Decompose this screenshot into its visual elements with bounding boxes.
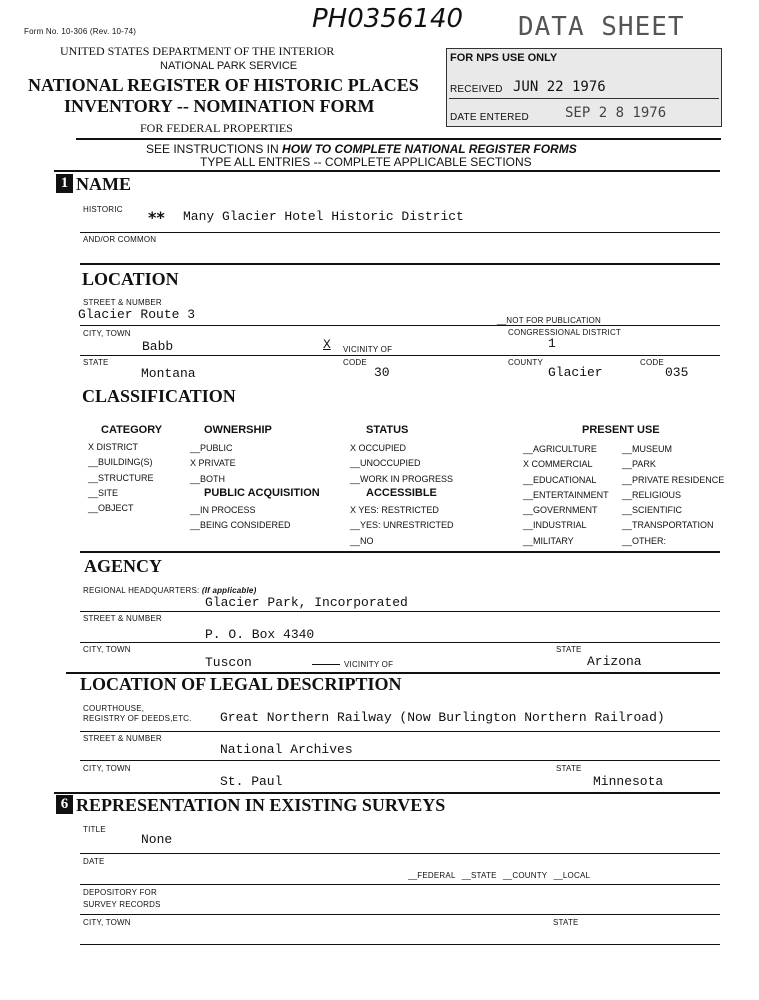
historic-marks: ** (148, 208, 165, 227)
form-subtitle: FOR FEDERAL PROPERTIES (140, 121, 293, 135)
present-use-header: PRESENT USE (582, 424, 660, 436)
category-buildings[interactable]: __BUILDING(S) (88, 457, 153, 468)
category-site[interactable]: __SITE (88, 487, 119, 498)
instructions-prefix: SEE INSTRUCTIONS IN (146, 142, 279, 156)
agency-street-line (80, 642, 720, 643)
location-rule (80, 263, 720, 265)
use-government[interactable]: __GOVERNMENT (523, 505, 598, 516)
legal-city-value: St. Paul (220, 774, 283, 789)
location-vicinity-label: VICINITY OF (343, 345, 393, 354)
legal-street-label: STREET & NUMBER (83, 734, 162, 743)
received-label: RECEIVED (450, 84, 503, 95)
nps-box-title: FOR NPS USE ONLY (450, 52, 558, 64)
agency-vicinity-blank (312, 664, 340, 665)
survey-title-label: TITLE (83, 825, 106, 834)
header-rule (76, 138, 721, 140)
agency-street-value: P. O. Box 4340 (205, 627, 315, 642)
depository-line (80, 914, 720, 915)
survey-state-label: STATE (553, 918, 579, 927)
bottom-line (80, 944, 720, 945)
use-educational[interactable]: __EDUCATIONAL (523, 474, 597, 485)
section-name-title: NAME (76, 174, 131, 194)
public-acquisition-options (190, 503, 291, 534)
agency-city-label: CITY, TOWN (83, 645, 131, 654)
section-location-heading: LOCATION (82, 269, 179, 289)
agency-hq-label (83, 586, 256, 595)
section-agency-heading: AGENCY (84, 556, 163, 576)
form-number: Form No. 10-306 (Rev. 10-74) (24, 27, 137, 36)
nps-box-divider (449, 98, 719, 99)
location-state-label: STATE (83, 358, 109, 367)
location-city-line (80, 355, 720, 356)
agency-street-label: STREET & NUMBER (83, 614, 162, 623)
form-title-1: NATIONAL REGISTER OF HISTORIC PLACES (28, 75, 419, 95)
category-header: CATEGORY (101, 424, 163, 436)
state-code-label: CODE (343, 358, 367, 367)
historic-name-value: Many Glacier Hotel Historic District (183, 209, 464, 224)
use-scientific[interactable]: __SCIENTIFIC (622, 505, 683, 516)
date-entered-stamp: SEP 2 8 1976 (565, 105, 667, 121)
agency-city-value: Tuscon (205, 655, 252, 670)
category-options (88, 440, 154, 516)
district-value: 1 (548, 336, 556, 351)
courthouse-label-1: COURTHOUSE, (83, 704, 145, 713)
ownership-header: OWNERSHIP (204, 424, 272, 436)
ownership-both[interactable]: __BOTH (190, 473, 226, 484)
county-code-label: CODE (640, 358, 664, 367)
use-industrial[interactable]: __INDUSTRIAL (523, 520, 587, 531)
accessible-yes-unrestricted[interactable]: __YES: UNRESTRICTED (350, 520, 454, 531)
use-transportation[interactable]: __TRANSPORTATION (622, 520, 714, 531)
agency-state-value: Arizona (587, 654, 642, 669)
location-street-label: STREET & NUMBER (83, 298, 162, 307)
use-private-residence[interactable]: __PRIVATE RESIDENCE (622, 474, 725, 485)
use-religious[interactable]: __RELIGIOUS (622, 489, 682, 500)
use-museum[interactable]: __MUSEUM (622, 444, 673, 454)
legal-state-value: Minnesota (593, 774, 664, 789)
legal-street-line (80, 760, 720, 761)
depository-label-2: SURVEY RECORDS (83, 900, 161, 909)
form-title-2: INVENTORY -- NOMINATION FORM (64, 96, 375, 116)
state-code-value: 30 (374, 365, 390, 380)
location-street-line (80, 325, 720, 326)
instructions-line1 (146, 142, 577, 156)
category-structure[interactable]: __STRUCTURE (88, 472, 154, 483)
data-sheet-stamp: DATA SHEET (518, 12, 685, 42)
use-commercial[interactable]: X COMMERCIAL (523, 459, 593, 470)
section-number-1: 1 (56, 174, 73, 193)
survey-date-line (80, 884, 720, 885)
use-military[interactable]: __MILITARY (523, 535, 574, 546)
agency-hq-line (80, 611, 720, 612)
accessible-header: ACCESSIBLE (366, 487, 437, 499)
ownership-options (190, 441, 236, 487)
ownership-private[interactable]: X PRIVATE (190, 458, 236, 469)
legal-street-value: National Archives (220, 742, 353, 757)
location-state-value: Montana (141, 366, 196, 381)
public-acquisition-header: PUBLIC ACQUISITION (204, 487, 320, 499)
category-district[interactable]: X DISTRICT (88, 442, 139, 452)
legal-state-label: STATE (556, 764, 582, 773)
location-city-value: Babb (142, 339, 174, 354)
legal-city-label: CITY, TOWN (83, 764, 131, 773)
common-name-label: AND/OR COMMON (83, 235, 157, 244)
survey-date-label: DATE (83, 857, 105, 866)
agency-rule (80, 551, 720, 553)
status-unoccupied[interactable]: __UNOCCUPIED (350, 458, 421, 469)
received-stamp: JUN 22 1976 (513, 79, 606, 95)
service: NATIONAL PARK SERVICE (160, 60, 298, 72)
survey-city-label: CITY, TOWN (83, 918, 131, 927)
department: UNITED STATES DEPARTMENT OF THE INTERIOR (60, 44, 335, 58)
historic-label: HISTORIC (83, 205, 123, 214)
section-surveys-heading (56, 795, 445, 816)
county-label: COUNTY (508, 358, 543, 367)
courthouse-label-2: REGISTRY OF DEEDS,ETC. (83, 714, 192, 723)
category-object[interactable]: __OBJECT (88, 503, 134, 514)
instructions-line2: TYPE ALL ENTRIES -- COMPLETE APPLICABLE SECTIONS (200, 155, 532, 169)
use-other[interactable]: __OTHER: (622, 535, 667, 546)
depository-label-1: DEPOSITORY FOR (83, 888, 157, 897)
section-surveys-title: REPRESENTATION IN EXISTING SURVEYS (76, 795, 446, 815)
instructions-title: HOW TO COMPLETE NATIONAL REGISTER FORMS (282, 142, 577, 156)
agency-hq-label-text: REGIONAL HEADQUARTERS: (83, 586, 200, 595)
acquisition-being-considered[interactable]: __BEING CONSIDERED (190, 520, 291, 531)
use-park[interactable]: __PARK (622, 459, 656, 470)
accessible-options (350, 503, 454, 549)
historic-line (80, 232, 720, 233)
district-label: CONGRESSIONAL DISTRICT (508, 328, 622, 337)
status-occupied[interactable]: X OCCUPIED (350, 443, 407, 453)
survey-title-line (80, 853, 720, 854)
location-city-label: CITY, TOWN (83, 329, 131, 338)
present-use-left (523, 442, 609, 549)
courthouse-line (80, 731, 720, 732)
courthouse-value: Great Northern Railway (Now Burlington Northern Railroad) (220, 710, 665, 725)
survey-levels: __FEDERAL __STATE __COUNTY __LOCAL (408, 871, 591, 880)
county-code-value: 035 (665, 365, 689, 380)
date-entered-label: DATE ENTERED (450, 112, 529, 123)
acquisition-in-process[interactable]: __IN PROCESS (190, 505, 256, 515)
nps-use-only-box (446, 48, 722, 127)
not-for-publication: __NOT FOR PUBLICATION (497, 316, 601, 325)
location-street-value: Glacier Route 3 (78, 307, 196, 322)
present-use-right (622, 442, 724, 549)
agency-state-label: STATE (556, 645, 582, 654)
section-legal-heading: LOCATION OF LEGAL DESCRIPTION (80, 674, 402, 694)
surveys-rule (54, 792, 720, 794)
status-options (350, 441, 453, 487)
section-classification-heading: CLASSIFICATION (82, 386, 236, 406)
status-header: STATUS (366, 424, 409, 436)
use-entertainment[interactable]: __ENTERTAINMENT (523, 489, 609, 500)
survey-title-value: None (141, 832, 173, 847)
agency-hq-value: Glacier Park, Incorporated (205, 595, 408, 610)
use-agriculture[interactable]: __AGRICULTURE (523, 444, 597, 454)
handwritten-id: PH0356140 (312, 4, 464, 34)
vicinity-mark: X (323, 337, 331, 352)
section-number-6: 6 (56, 795, 73, 814)
ownership-public[interactable]: __PUBLIC (190, 443, 233, 453)
county-value: Glacier (548, 365, 603, 380)
accessible-no[interactable]: __NO (350, 535, 374, 546)
name-rule (54, 170, 720, 172)
section-name-heading (56, 174, 131, 195)
status-work-in-progress[interactable]: __WORK IN PROGRESS (350, 473, 454, 484)
agency-vicinity-label: VICINITY OF (344, 660, 394, 669)
accessible-yes-restricted[interactable]: X YES: RESTRICTED (350, 505, 439, 515)
agency-hq-note: (If applicable) (201, 586, 257, 595)
